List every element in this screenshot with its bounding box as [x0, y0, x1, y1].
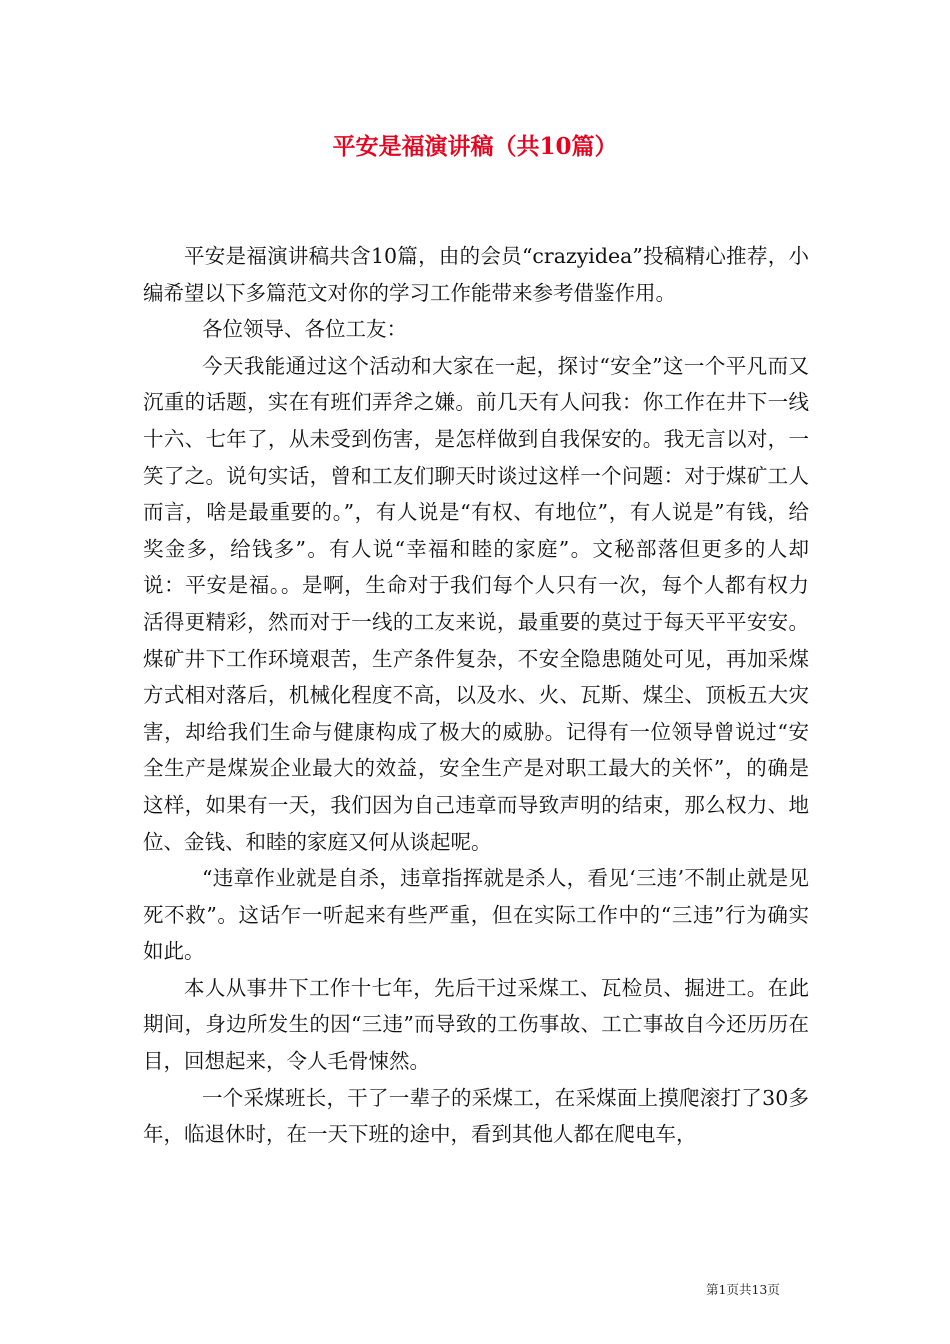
- page-number-footer: 第1页共13页: [706, 1282, 780, 1297]
- speech-paragraph-4: 一个采煤班长，干了一辈子的采煤工，在采煤面上摸爬滚打了30多年，临退休时，在一天下班的途中，看到其他人都在爬电车，: [143, 1085, 809, 1147]
- speech-paragraph-2: “违章作业就是自杀，违章指挥就是杀人，看见‘三违’不制止就是见死不救”。这话乍一听起来有些严重，但在实际工作中的“三违”行为确实如此。: [143, 866, 809, 964]
- salutation-paragraph: 各位领导、各位工友：: [202, 317, 407, 342]
- document-title: 平安是福演讲稿（共10篇）: [332, 133, 618, 160]
- speech-paragraph-1: 今天我能通过这个活动和大家在一起，探讨“安全”这一个平凡而又沉重的话题，实在有班们弄斧之嫌。前几天有人问我：你工作在井下一线十六、七年了，从未受到伤害，是怎样做到自我保安的。我无言以对，一笑了之。说句实话，曾和工友们聊天时谈过这样一个问题：对于煤矿工人而言，啥是最重要的。”，有人说是“有权、有地位”，有人说是”有钱，给奖金多，给钱多”。有人说“幸福和睦的家庭”。文秘部落但更多的人却说：平安是福。。是啊，生命对于我们每个人只有一次，每个人都有权力活得更精彩，然而对于一线的工友来说，最重要的莫过于每天平平安安。煤矿井下工作环境艰苦，生产条件复杂，不安全隐患随处可见，再加采煤方式相对落后，机械化程度不高，以及水、火、瓦斯、煤尘、顶板五大灾害，却给我们生命与健康构成了极大的威胁。记得有一位领导曾说过“安全生产是煤炭企业最大的效益，安全生产是对职工最大的关怀”，的确是这样，如果有一天，我们因为自己违章而导致声明的结束，那么权力、地位、金钱、和睦的家庭又何从谈起呢。: [143, 353, 809, 854]
- speech-paragraph-3: 本人从事井下工作十七年，先后干过采煤工、瓦检员、掘进工。在此期间，身边所发生的因“三违”而导致的工伤事故、工亡事故自今还历历在目，回想起来，令人毛骨悚然。: [143, 975, 809, 1074]
- document-body: [143, 238, 809, 1153]
- intro-paragraph: 平安是福演讲稿共含10篇，由的会员“crazyidea”投稿精心推荐，小编希望以下多篇范文对你的学习工作能带来参考借鉴作用。: [143, 244, 809, 305]
